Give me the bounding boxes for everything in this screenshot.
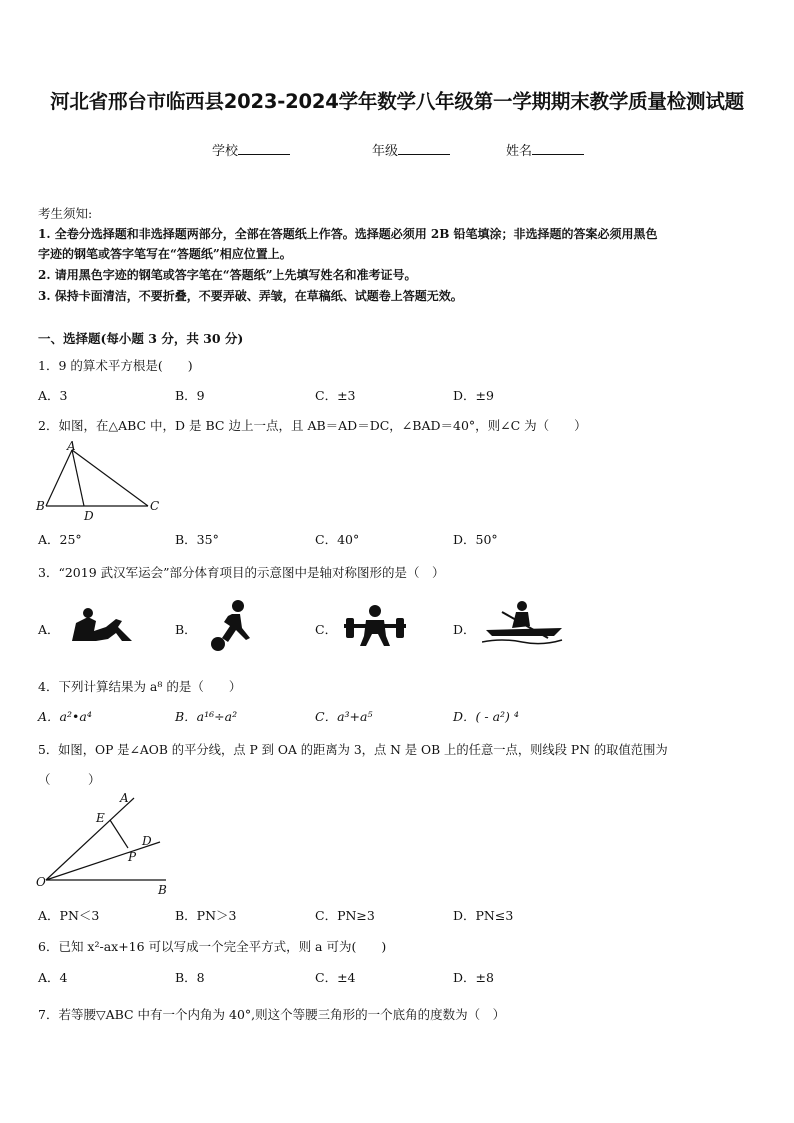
q4-option-c[interactable]: C．a³+a⁵ [315, 709, 373, 724]
soccer-pictogram-icon [202, 598, 258, 654]
q1-option-d[interactable]: D．±9 [453, 388, 494, 403]
q1-option-b[interactable]: B．9 [175, 388, 205, 403]
notice-line-1: 1. 全卷分选择题和非选择题两部分，全部在答题纸上作答。选择题必须用 2B 铅笔填涂；非选择题的答案必须用黑色 [38, 227, 658, 241]
q6-option-c[interactable]: C．±4 [315, 970, 356, 985]
q1-option-c[interactable]: C．±3 [315, 388, 356, 403]
notice-line-1b: 字迹的钢笔或答字笔写在“答题纸”相应位置上。 [38, 247, 292, 261]
question-1: 1．9 的算术平方根是( ) [38, 358, 193, 373]
notice-line-3: 3. 保持卡面清洁，不要折叠，不要弄破、弄皱，在草稿纸、试题卷上答题无效。 [38, 289, 463, 303]
equestrian-pictogram-icon [66, 605, 138, 647]
question-7: 7．若等腰▽ABC 中有一个内角为 40°,则这个等腰三角形的一个底角的度数为（ ） [38, 1007, 506, 1022]
label-e: E [96, 811, 105, 825]
q1-option-a[interactable]: A．3 [38, 388, 68, 403]
q3-option-b[interactable]: B． [175, 622, 197, 637]
q4-option-a[interactable]: A．a²•a⁴ [38, 709, 92, 724]
q5-option-b[interactable]: B．PN＞3 [175, 908, 237, 923]
q2-option-a[interactable]: A．25° [38, 532, 82, 547]
q4-option-b[interactable]: B．a¹⁶÷a² [175, 709, 238, 724]
notice-heading: 考生须知: [38, 206, 93, 221]
label-b: B [158, 883, 167, 897]
question-5: 5．如图，OP 是∠AOB 的平分线，点 P 到 OA 的距离为 3，点 N 是 OB 上的任意一点，则线段 PN 的取值范围为 [38, 743, 668, 757]
label-c: C [150, 499, 160, 513]
question-3: 3．“2019 武汉军运会”部分体育项目的示意图中是轴对称图形的是（ ） [38, 565, 445, 580]
question-4: 4．下列计算结果为 a⁸ 的是（ ） [38, 679, 242, 694]
q4-option-d[interactable]: D．( - a²) ⁴ [453, 709, 519, 724]
angle-bisector-figure [32, 788, 182, 898]
label-d: D [142, 834, 152, 848]
question-6: 6．已知 x²-ax+16 可以写成一个完全平方式，则 a 可为( ) [38, 939, 387, 954]
q2-option-b[interactable]: B．35° [175, 532, 219, 547]
notice-line-2: 2. 请用黑色字迹的钢笔或答字笔在“答题纸”上先填写姓名和准考证号。 [38, 268, 417, 282]
triangle-abc-figure [34, 438, 164, 522]
weightlifting-pictogram-icon [340, 602, 410, 648]
label-p: P [128, 850, 137, 864]
question-2: 2．如图，在△ABC 中，D 是 BC 边上一点，且 AB＝AD＝DC，∠BAD＝40°，则∠C 为（ ） [38, 418, 587, 433]
q3-option-a[interactable]: A． [38, 622, 60, 637]
grade-field[interactable]: 年级 [372, 140, 450, 159]
q3-option-c[interactable]: C． [315, 622, 338, 637]
q5-option-a[interactable]: A．PN＜3 [38, 908, 100, 923]
q3-option-d[interactable]: D． [453, 622, 476, 637]
q6-option-b[interactable]: B．8 [175, 970, 205, 985]
q2-option-d[interactable]: D．50° [453, 532, 498, 547]
question-5-blank: （ ） [38, 772, 101, 787]
q6-option-a[interactable]: A．4 [38, 970, 68, 985]
q5-option-d[interactable]: D．PN≤3 [453, 908, 514, 923]
label-b: B [36, 499, 45, 513]
label-a: A [120, 791, 129, 805]
q5-option-c[interactable]: C．PN≥3 [315, 908, 375, 923]
label-o: O [36, 875, 46, 889]
school-field[interactable]: 学校 [212, 140, 290, 159]
label-a: A [67, 439, 76, 453]
q2-option-c[interactable]: C．40° [315, 532, 360, 547]
q6-option-d[interactable]: D．±8 [453, 970, 494, 985]
name-field[interactable]: 姓名 [506, 140, 584, 159]
label-d: D [84, 509, 94, 522]
page-title: 河北省邢台市临西县2023-2024学年数学八年级第一学期期末教学质量检测试题 [50, 90, 744, 113]
section-heading: 一、选择题(每小题 3 分，共 30 分) [38, 331, 244, 346]
canoeing-pictogram-icon [482, 598, 566, 648]
